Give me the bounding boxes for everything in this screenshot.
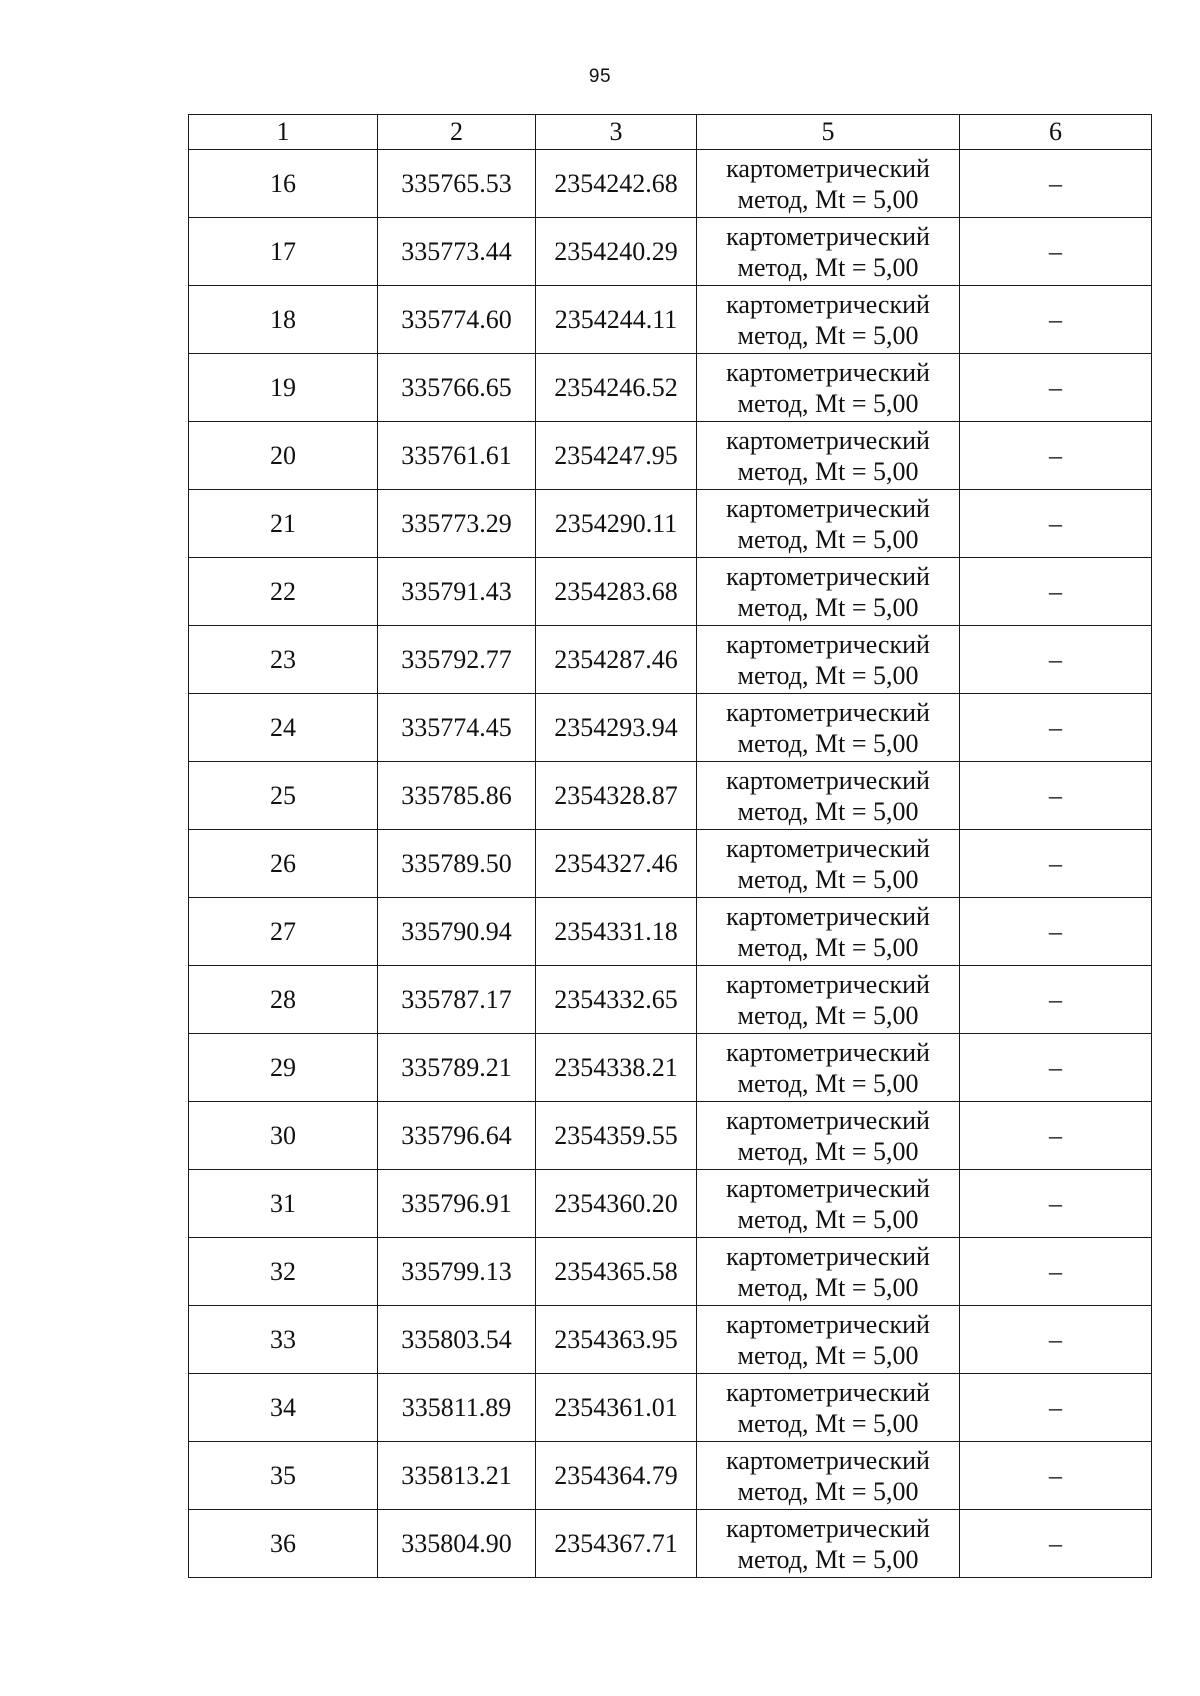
method-line-2: метод, Mt = 5,00	[737, 865, 919, 894]
method-line-2: метод, Mt = 5,00	[737, 593, 919, 622]
coord-y-cell: 2354240.29	[536, 218, 697, 286]
coord-y-cell: 2354242.68	[536, 150, 697, 218]
table-row	[189, 1102, 1152, 1170]
method-cell	[697, 626, 960, 694]
header-col-6: 6	[960, 115, 1152, 150]
method-cell	[697, 1442, 960, 1510]
note-cell: –	[960, 286, 1152, 354]
coord-y-cell: 2354327.46	[536, 830, 697, 898]
method-line-2: метод, Mt = 5,00	[737, 1205, 919, 1234]
method-line-2: метод, Mt = 5,00	[737, 1341, 919, 1370]
table-row	[189, 898, 1152, 966]
point-number-cell: 18	[189, 286, 378, 354]
coord-x-cell: 335787.17	[378, 966, 536, 1034]
table-row	[189, 1442, 1152, 1510]
method-cell	[697, 218, 960, 286]
method-cell	[697, 898, 960, 966]
method-cell	[697, 966, 960, 1034]
method-line-2: метод, Mt = 5,00	[737, 1545, 919, 1574]
point-number-cell: 25	[189, 762, 378, 830]
note-cell: –	[960, 1102, 1152, 1170]
coord-y-cell: 2354247.95	[536, 422, 697, 490]
coord-x-cell: 335813.21	[378, 1442, 536, 1510]
coord-y-cell: 2354365.58	[536, 1238, 697, 1306]
coord-y-cell: 2354328.87	[536, 762, 697, 830]
method-line-1: картометрический	[726, 630, 930, 659]
method-line-1: картометрический	[726, 426, 930, 455]
table-row	[189, 354, 1152, 422]
coord-y-cell: 2354359.55	[536, 1102, 697, 1170]
method-line-2: метод, Mt = 5,00	[737, 525, 919, 554]
table-row	[189, 1306, 1152, 1374]
coord-x-cell: 335789.50	[378, 830, 536, 898]
coord-y-cell: 2354364.79	[536, 1442, 697, 1510]
method-line-2: метод, Mt = 5,00	[737, 1477, 919, 1506]
method-line-1: картометрический	[726, 1242, 930, 1271]
table-row	[189, 1374, 1152, 1442]
method-cell	[697, 1374, 960, 1442]
coord-x-cell: 335796.91	[378, 1170, 536, 1238]
coord-x-cell: 335799.13	[378, 1238, 536, 1306]
method-line-1: картометрический	[726, 1446, 930, 1475]
table-row	[189, 694, 1152, 762]
method-line-2: метод, Mt = 5,00	[737, 661, 919, 690]
point-number-cell: 19	[189, 354, 378, 422]
note-cell: –	[960, 694, 1152, 762]
table-row	[189, 490, 1152, 558]
coord-x-cell: 335773.29	[378, 490, 536, 558]
point-number-cell: 17	[189, 218, 378, 286]
coord-y-cell: 2354338.21	[536, 1034, 697, 1102]
method-cell	[697, 558, 960, 626]
coord-y-cell: 2354244.11	[536, 286, 697, 354]
point-number-cell: 32	[189, 1238, 378, 1306]
table-row	[189, 1170, 1152, 1238]
table-row	[189, 626, 1152, 694]
method-line-1: картометрический	[726, 222, 930, 251]
coord-x-cell: 335761.61	[378, 422, 536, 490]
method-line-1: картометрический	[726, 1174, 930, 1203]
coord-y-cell: 2354331.18	[536, 898, 697, 966]
note-cell: –	[960, 830, 1152, 898]
coord-x-cell: 335804.90	[378, 1510, 536, 1578]
method-cell	[697, 762, 960, 830]
method-line-1: картометрический	[726, 1514, 930, 1543]
method-line-2: метод, Mt = 5,00	[737, 1273, 919, 1302]
method-line-1: картометрический	[726, 1106, 930, 1135]
coord-y-cell: 2354367.71	[536, 1510, 697, 1578]
method-line-1: картометрический	[726, 1310, 930, 1339]
coord-y-cell: 2354290.11	[536, 490, 697, 558]
note-cell: –	[960, 1238, 1152, 1306]
method-line-1: картометрический	[726, 358, 930, 387]
method-line-1: картометрический	[726, 902, 930, 931]
method-cell	[697, 1034, 960, 1102]
method-line-1: картометрический	[726, 1038, 930, 1067]
point-number-cell: 35	[189, 1442, 378, 1510]
note-cell: –	[960, 558, 1152, 626]
method-line-2: метод, Mt = 5,00	[737, 1137, 919, 1166]
header-col-2: 2	[378, 115, 536, 150]
coord-x-cell: 335773.44	[378, 218, 536, 286]
coord-x-cell: 335785.86	[378, 762, 536, 830]
method-cell	[697, 1510, 960, 1578]
note-cell: –	[960, 966, 1152, 1034]
note-cell: –	[960, 1170, 1152, 1238]
method-line-1: картометрический	[726, 154, 930, 183]
method-cell	[697, 150, 960, 218]
method-line-2: метод, Mt = 5,00	[737, 389, 919, 418]
note-cell: –	[960, 490, 1152, 558]
coord-y-cell: 2354363.95	[536, 1306, 697, 1374]
table-row	[189, 762, 1152, 830]
method-cell	[697, 694, 960, 762]
method-line-2: метод, Mt = 5,00	[737, 253, 919, 282]
coordinates-table	[188, 114, 1152, 1578]
method-cell	[697, 1238, 960, 1306]
method-line-2: метод, Mt = 5,00	[737, 797, 919, 826]
method-line-1: картометрический	[726, 1378, 930, 1407]
note-cell: –	[960, 1442, 1152, 1510]
table-row	[189, 286, 1152, 354]
method-cell	[697, 1306, 960, 1374]
note-cell: –	[960, 626, 1152, 694]
page-number: 95	[588, 66, 612, 87]
method-cell	[697, 422, 960, 490]
note-cell: –	[960, 1510, 1152, 1578]
point-number-cell: 20	[189, 422, 378, 490]
note-cell: –	[960, 1034, 1152, 1102]
method-line-1: картометрический	[726, 970, 930, 999]
header-col-1: 1	[189, 115, 378, 150]
table-row	[189, 1034, 1152, 1102]
coord-x-cell: 335796.64	[378, 1102, 536, 1170]
table-row	[189, 966, 1152, 1034]
coord-y-cell: 2354287.46	[536, 626, 697, 694]
point-number-cell: 16	[189, 150, 378, 218]
point-number-cell: 21	[189, 490, 378, 558]
point-number-cell: 33	[189, 1306, 378, 1374]
point-number-cell: 26	[189, 830, 378, 898]
method-line-2: метод, Mt = 5,00	[737, 1001, 919, 1030]
coord-x-cell: 335792.77	[378, 626, 536, 694]
table-row	[189, 218, 1152, 286]
coord-x-cell: 335766.65	[378, 354, 536, 422]
coord-y-cell: 2354293.94	[536, 694, 697, 762]
coord-x-cell: 335790.94	[378, 898, 536, 966]
table-row	[189, 422, 1152, 490]
method-line-2: метод, Mt = 5,00	[737, 1069, 919, 1098]
method-line-2: метод, Mt = 5,00	[737, 321, 919, 350]
method-line-2: метод, Mt = 5,00	[737, 933, 919, 962]
method-line-1: картометрический	[726, 494, 930, 523]
method-line-2: метод, Mt = 5,00	[737, 457, 919, 486]
point-number-cell: 30	[189, 1102, 378, 1170]
header-col-5: 5	[697, 115, 960, 150]
coord-x-cell: 335803.54	[378, 1306, 536, 1374]
table-row	[189, 558, 1152, 626]
method-line-1: картометрический	[726, 834, 930, 863]
table-row	[189, 1510, 1152, 1578]
method-cell	[697, 490, 960, 558]
point-number-cell: 34	[189, 1374, 378, 1442]
note-cell: –	[960, 354, 1152, 422]
coord-y-cell: 2354283.68	[536, 558, 697, 626]
point-number-cell: 29	[189, 1034, 378, 1102]
coord-x-cell: 335774.45	[378, 694, 536, 762]
coord-y-cell: 2354361.01	[536, 1374, 697, 1442]
note-cell: –	[960, 1306, 1152, 1374]
note-cell: –	[960, 762, 1152, 830]
table-body	[189, 150, 1152, 1578]
note-cell: –	[960, 898, 1152, 966]
point-number-cell: 27	[189, 898, 378, 966]
method-line-1: картометрический	[726, 290, 930, 319]
coord-x-cell: 335791.43	[378, 558, 536, 626]
point-number-cell: 22	[189, 558, 378, 626]
table-header-row	[189, 115, 1152, 150]
note-cell: –	[960, 218, 1152, 286]
table-row	[189, 1238, 1152, 1306]
coord-x-cell: 335765.53	[378, 150, 536, 218]
table-row	[189, 830, 1152, 898]
method-cell	[697, 286, 960, 354]
method-line-1: картометрический	[726, 698, 930, 727]
table-row	[189, 150, 1152, 218]
method-cell	[697, 1102, 960, 1170]
method-cell	[697, 354, 960, 422]
note-cell: –	[960, 1374, 1152, 1442]
coord-y-cell: 2354332.65	[536, 966, 697, 1034]
coord-x-cell: 335774.60	[378, 286, 536, 354]
coord-x-cell: 335811.89	[378, 1374, 536, 1442]
method-line-2: метод, Mt = 5,00	[737, 1409, 919, 1438]
coord-y-cell: 2354246.52	[536, 354, 697, 422]
note-cell: –	[960, 150, 1152, 218]
point-number-cell: 23	[189, 626, 378, 694]
point-number-cell: 36	[189, 1510, 378, 1578]
method-line-2: метод, Mt = 5,00	[737, 185, 919, 214]
coord-y-cell: 2354360.20	[536, 1170, 697, 1238]
note-cell: –	[960, 422, 1152, 490]
method-cell	[697, 1170, 960, 1238]
method-line-1: картометрический	[726, 562, 930, 591]
method-cell	[697, 830, 960, 898]
method-line-2: метод, Mt = 5,00	[737, 729, 919, 758]
header-col-3: 3	[536, 115, 697, 150]
method-line-1: картометрический	[726, 766, 930, 795]
point-number-cell: 24	[189, 694, 378, 762]
point-number-cell: 28	[189, 966, 378, 1034]
point-number-cell: 31	[189, 1170, 378, 1238]
coord-x-cell: 335789.21	[378, 1034, 536, 1102]
